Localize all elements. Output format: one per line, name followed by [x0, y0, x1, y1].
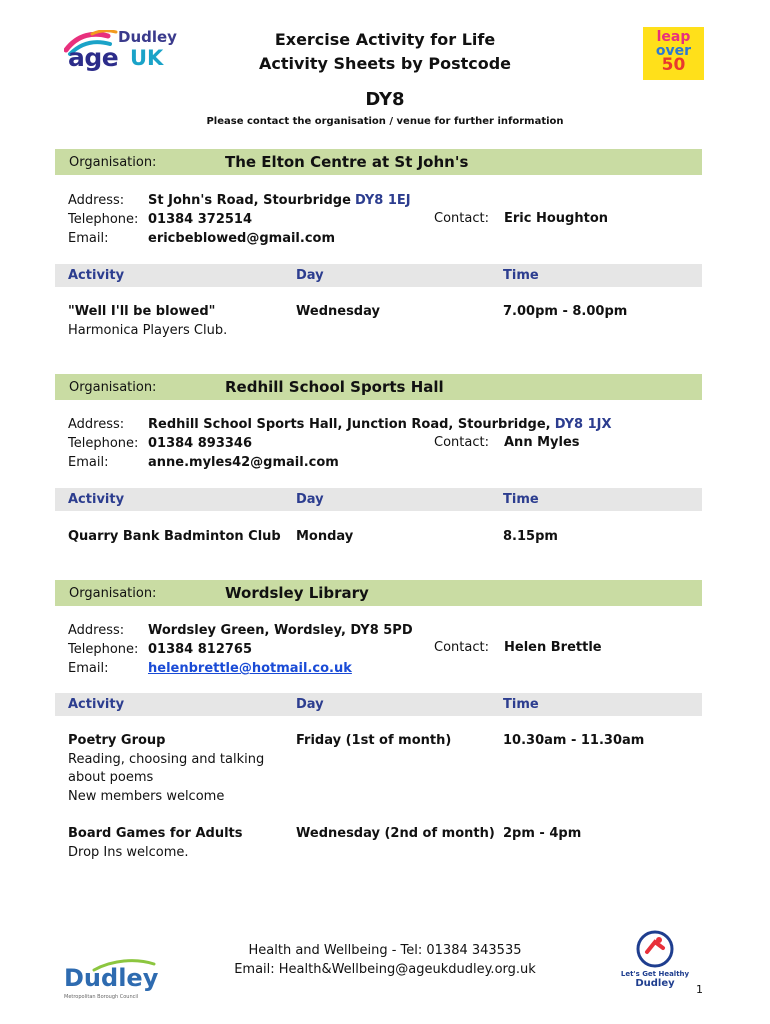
- page-title: Exercise Activity for Life: [274, 30, 496, 49]
- activity-cell: Board Games for Adults Drop Ins welcome.: [68, 826, 243, 860]
- time-cell: 8.15pm: [503, 529, 558, 544]
- contact-row: Contact: Helen Brettle: [434, 640, 602, 655]
- address-row: Address: Redhill School Sports Hall, Junction Road, Stourbridge, DY8 1JX: [68, 417, 612, 432]
- contact-value: Ann Myles: [504, 435, 580, 450]
- email-row: Email: helenbrettle@hotmail.co.uk: [68, 661, 352, 676]
- time-cell: 10.30am - 11.30am: [503, 733, 645, 748]
- activity-cell: Poetry Group Reading, choosing and talking about poems New members welcome: [68, 733, 265, 804]
- lets-get-healthy-logo: Let's Get Healthy Dudley: [615, 930, 695, 990]
- telephone-value: 01384 372514: [148, 212, 253, 227]
- address-value: Redhill School Sports Hall, Junction Road, Stourbridge,: [148, 417, 551, 432]
- footer-email: Email: Health&Wellbeing@ageukdudley.org.uk: [234, 962, 536, 977]
- organisation-label: Organisation:: [69, 380, 157, 395]
- activity-column-header: Activity: [68, 697, 125, 712]
- time-column-header: Time: [503, 492, 539, 507]
- postcode-heading: DY8: [365, 89, 405, 110]
- telephone-row: Telephone: 01384 812765: [68, 642, 253, 657]
- address-value: St John's Road, Stourbridge: [148, 193, 351, 208]
- dudley-council-logo: Dudley Metropolitan Borough Council: [62, 958, 162, 998]
- activity-cell: "Well I'll be blowed" Harmonica Players Club.: [68, 304, 228, 338]
- address-postcode: DY8 1JX: [554, 417, 612, 432]
- day-column-header: Day: [296, 268, 324, 283]
- contact-note: Please contact the organisation / venue for further information: [206, 116, 564, 127]
- time-cell: 2pm - 4pm: [503, 826, 582, 841]
- contact-row: Contact: Ann Myles: [434, 435, 580, 450]
- address-value: Wordsley Green, Wordsley, DY8 5PD: [148, 623, 413, 638]
- address-row: Address: St John's Road, Stourbridge DY8 1EJ: [68, 193, 411, 208]
- organisation-name: The Elton Centre at St John's: [225, 153, 469, 171]
- day-column-header: Day: [296, 697, 324, 712]
- day-cell: Wednesday: [296, 304, 380, 319]
- address-row: Address: Wordsley Green, Wordsley, DY8 5PD: [68, 623, 413, 638]
- day-cell: Monday: [296, 529, 354, 544]
- email-value[interactable]: ericbeblowed@gmail.com: [148, 231, 335, 246]
- day-cell: Friday (1st of month): [296, 733, 452, 748]
- telephone-row: Telephone: 01384 372514: [68, 212, 253, 227]
- email-row: Email: anne.myles42@gmail.com: [68, 455, 339, 470]
- page-number: 1: [696, 983, 703, 996]
- email-link[interactable]: helenbrettle@hotmail.co.uk: [148, 661, 352, 676]
- activity-column-header: Activity: [68, 492, 125, 507]
- day-column-header: Day: [296, 492, 324, 507]
- activity-column-header: Activity: [68, 268, 125, 283]
- organisation-bar: [55, 580, 702, 606]
- organisation-label: Organisation:: [69, 155, 157, 170]
- time-cell: 7.00pm - 8.00pm: [503, 304, 628, 319]
- activity-header: [55, 488, 702, 511]
- footer-phone: Health and Wellbeing - Tel: 01384 343535: [248, 943, 522, 958]
- organisation-name: Wordsley Library: [225, 584, 369, 602]
- email-value[interactable]: anne.myles42@gmail.com: [148, 455, 339, 470]
- day-cell: Wednesday (2nd of month): [296, 826, 495, 841]
- telephone-row: Telephone: 01384 893346: [68, 436, 253, 451]
- organisation-name: Redhill School Sports Hall: [225, 378, 444, 396]
- organisation-label: Organisation:: [69, 586, 157, 601]
- contact-value: Eric Houghton: [504, 211, 609, 226]
- organisation-bar: [55, 374, 702, 400]
- page-subtitle: Activity Sheets by Postcode: [258, 54, 512, 73]
- age-uk-dudley-logo: Dudley age UK: [68, 28, 177, 72]
- organisation-bar: [55, 149, 702, 175]
- time-column-header: Time: [503, 697, 539, 712]
- telephone-value: 01384 893346: [148, 436, 253, 451]
- activity-header: [55, 693, 702, 716]
- activity-header: [55, 264, 702, 287]
- address-postcode: DY8 1EJ: [355, 193, 411, 208]
- activity-cell: Quarry Bank Badminton Club: [68, 529, 281, 544]
- leap-over-50-logo: leap over 50: [643, 27, 704, 80]
- contact-value: Helen Brettle: [504, 640, 602, 655]
- telephone-value: 01384 812765: [148, 642, 253, 657]
- time-column-header: Time: [503, 268, 539, 283]
- email-row: Email: ericbeblowed@gmail.com: [68, 231, 335, 246]
- contact-row: Contact: Eric Houghton: [434, 211, 609, 226]
